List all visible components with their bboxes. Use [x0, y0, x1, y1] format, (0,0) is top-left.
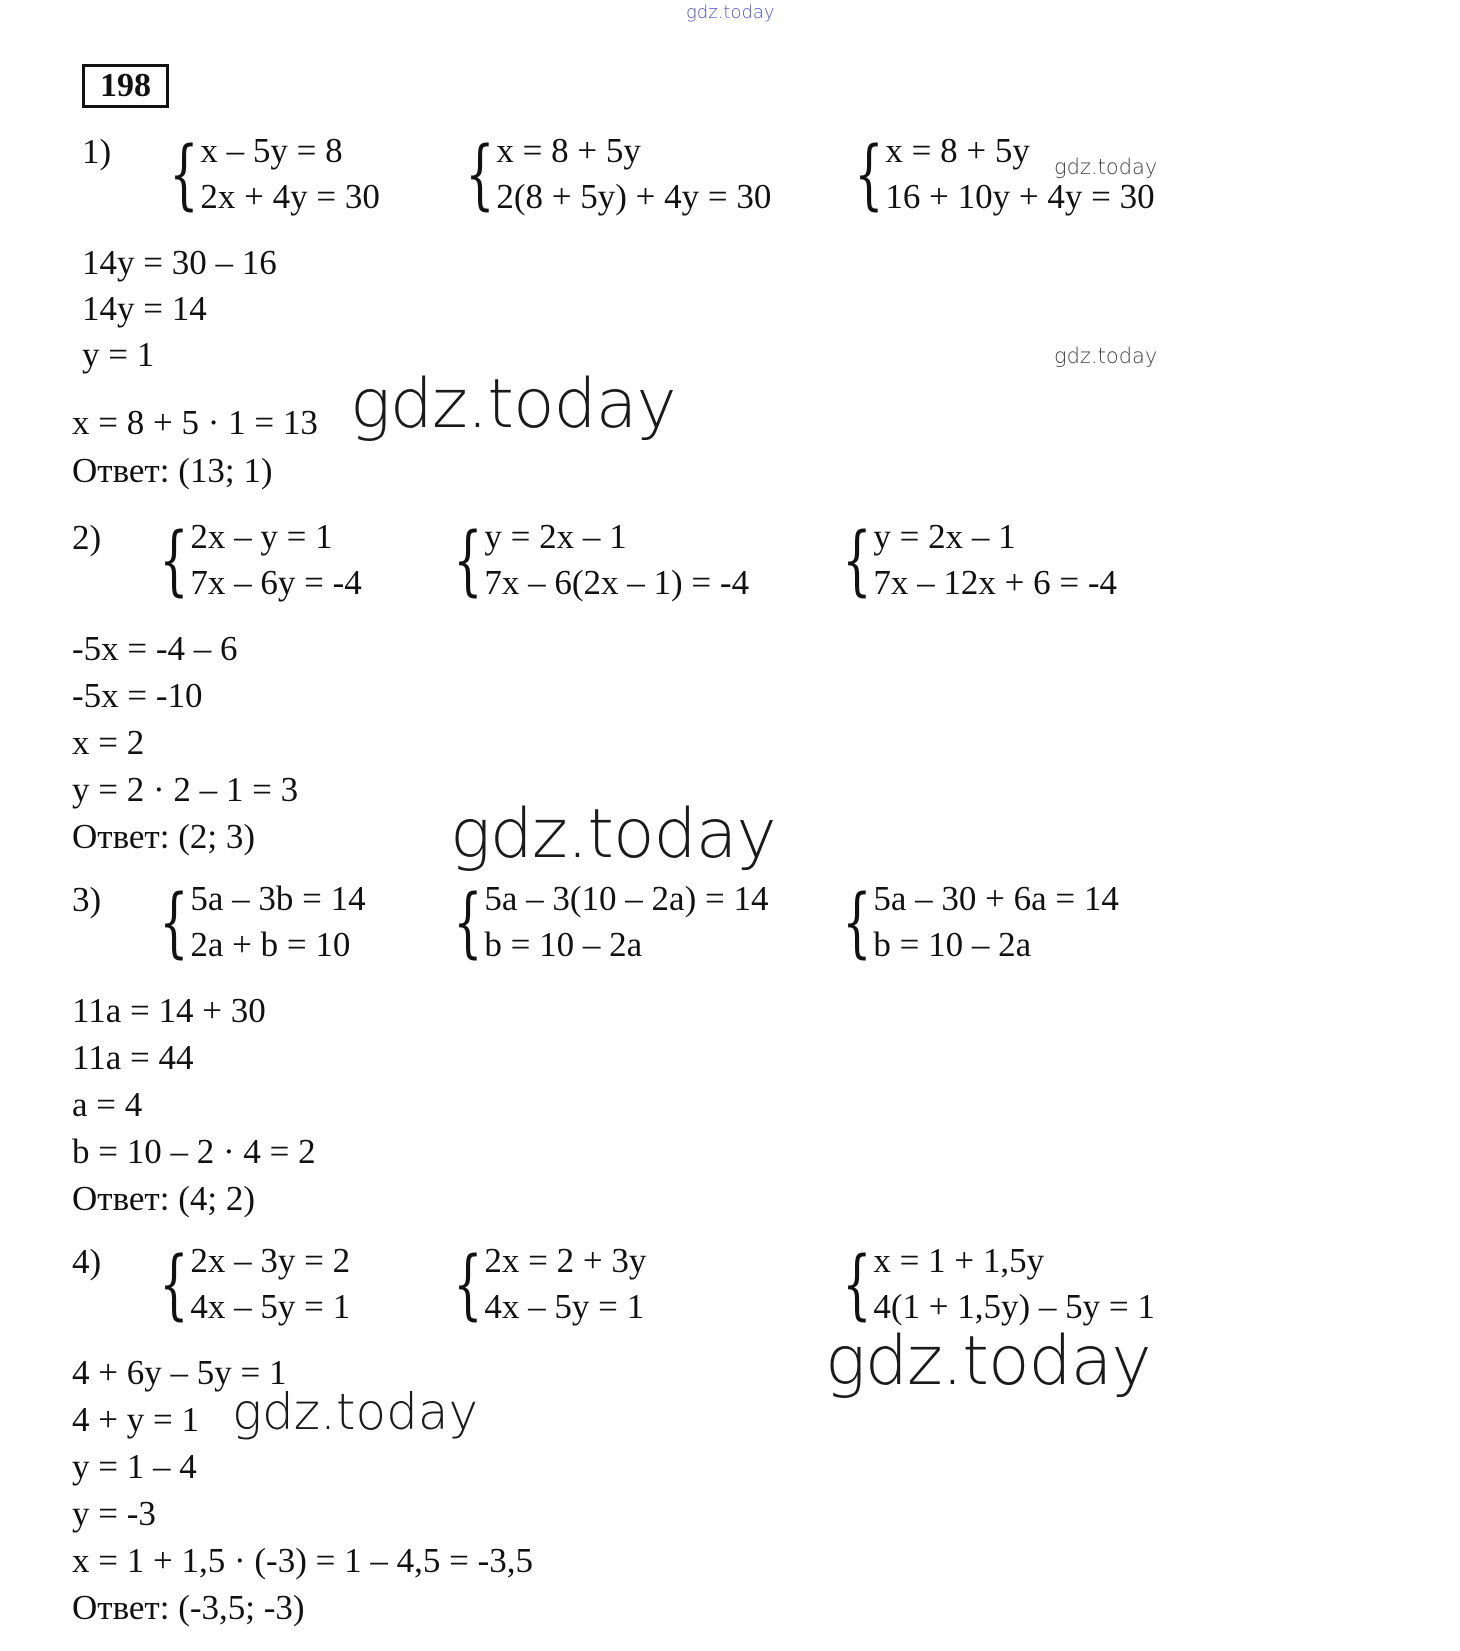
answer: Ответ: (2; 3): [72, 817, 255, 856]
step: 11a = 14 + 30: [72, 991, 266, 1030]
answer: Ответ: (4; 2): [72, 1179, 255, 1218]
step: 14y = 30 – 16: [82, 243, 277, 282]
watermark-top: gdz.today: [686, 2, 775, 23]
brace-icon: {: [465, 129, 495, 218]
brace-icon: {: [453, 877, 483, 966]
watermark-medium: gdz.today: [232, 1383, 479, 1441]
brace-icon: {: [453, 1239, 483, 1328]
brace-icon: {: [169, 129, 199, 218]
system-4a: { 2x – 3y = 2 4x – 5y = 1: [159, 1239, 351, 1328]
watermark-large: gdz.today: [450, 795, 776, 874]
part-label: 4): [72, 1242, 102, 1281]
answer: Ответ: (13; 1): [72, 451, 273, 490]
step: -5x = -10: [72, 676, 203, 715]
brace-icon: {: [842, 515, 872, 604]
system-2a: { 2x – y = 1 7x – 6y = -4: [159, 515, 362, 604]
watermark-small: gdz.today: [1054, 344, 1158, 368]
step: y = 1 – 4: [72, 1447, 197, 1486]
system-3c: { 5a – 30 + 6a = 14 b = 10 – 2a: [842, 877, 1119, 966]
system-2c: { y = 2x – 1 7x – 12x + 6 = -4: [842, 515, 1117, 604]
problem-number: 198: [82, 64, 169, 108]
step: x = 2: [72, 723, 145, 762]
part-label: 2): [72, 518, 102, 557]
step: 4 + y = 1: [72, 1400, 199, 1439]
system-4b: { 2x = 2 + 3y 4x – 5y = 1: [453, 1239, 647, 1328]
step: a = 4: [72, 1085, 143, 1124]
step: y = -3: [72, 1494, 156, 1533]
answer: Ответ: (-3,5; -3): [72, 1588, 305, 1627]
part-label: 1): [82, 132, 112, 171]
step: x = 1 + 1,5 · (-3) = 1 – 4,5 = -3,5: [72, 1541, 533, 1580]
system-1b: { x = 8 + 5y 2(8 + 5y) + 4y = 30: [465, 129, 772, 218]
system-2b: { y = 2x – 1 7x – 6(2x – 1) = -4: [453, 515, 750, 604]
watermark-small: gdz.today: [1054, 155, 1158, 179]
step: 4 + 6y – 5y = 1: [72, 1353, 287, 1392]
brace-icon: {: [854, 129, 884, 218]
watermark-large: gdz.today: [350, 365, 676, 444]
brace-icon: {: [842, 1239, 872, 1328]
brace-icon: {: [159, 515, 189, 604]
part-label: 3): [72, 880, 102, 919]
brace-icon: {: [159, 877, 189, 966]
step: x = 8 + 5 · 1 = 13: [72, 403, 318, 442]
step: b = 10 – 2 · 4 = 2: [72, 1132, 316, 1171]
brace-icon: {: [453, 515, 483, 604]
step: y = 1: [82, 335, 155, 374]
system-3b: { 5a – 3(10 – 2a) = 14 b = 10 – 2a: [453, 877, 769, 966]
system-1c: { x = 8 + 5y 16 + 10y + 4y = 30: [854, 129, 1155, 218]
brace-icon: {: [159, 1239, 189, 1328]
step: 14y = 14: [82, 289, 207, 328]
step: y = 2 · 2 – 1 = 3: [72, 770, 299, 809]
step: -5x = -4 – 6: [72, 629, 238, 668]
watermark-large: gdz.today: [825, 1322, 1151, 1401]
brace-icon: {: [842, 877, 872, 966]
step: 11a = 44: [72, 1038, 194, 1077]
system-3a: { 5a – 3b = 14 2a + b = 10: [159, 877, 366, 966]
system-1a: { x – 5y = 8 2x + 4y = 30: [169, 129, 380, 218]
system-4c: { x = 1 + 1,5y 4(1 + 1,5y) – 5y = 1: [842, 1239, 1155, 1328]
